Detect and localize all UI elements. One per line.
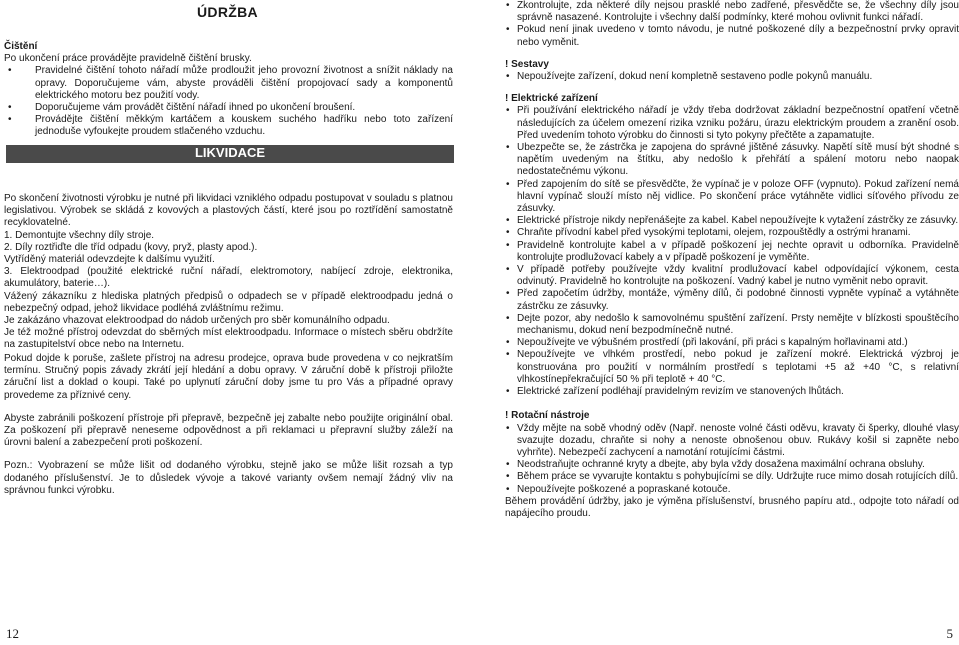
list-item: • Elektrické přístroje nikdy nepřenášejte za kabel. Kabel nepoužívejte k vytažení zástrčky ze zásuvky. (505, 215, 959, 227)
rotary-closing: Během provádění údržby, jako je výměna příslušenství, brusného papíru atd., odpojte toto nářadí od napájecího proudu. (505, 495, 959, 519)
disposal-paragraph: Vážený zákazníku z hlediska platných předpisů o odpadech se v případě elektroodpadu jedná o nebezpečný odpad, jehož likvidace podléhá zvláštnímu režimu. (4, 290, 453, 314)
list-item: • Neodstraňujte ochranné kryty a dbejte, aby byla vždy dosažena maximální ochrana obsluhy. (505, 459, 959, 471)
cleaning-intro: Po ukončení práce provádějte pravidelně čištění brusky. (4, 53, 252, 65)
list-item: • Během práce se vyvarujte kontaktu s pohybujícími se díly. Udržujte ruce mimo dosah rotujících dílů. (505, 471, 959, 483)
disposal-step: 3. Elektroodpad (použité elektrické ruční nářadí, elektromotory, nabíjecí zdroje, elektronika, akumulátory, baterie…). (4, 266, 453, 290)
list-item: • Pokud není jinak uvedeno v tomto návodu, je nutné poškozené díly a bezpečnostní prvky opravit nebo vyměnit. (505, 24, 959, 48)
packaging-paragraph: Abyste zabránili poškození přístroje při přepravě, bezpečně jej zabalte nebo použijte originální obal. Za poškození při přepravě neneseme odpovědnost a při reklamaci u přepravní služby záleží na úrovni balení a zabezpečení proti poškození. (4, 412, 453, 449)
list-item: • Pravidelně kontrolujte kabel a v případě poškození jej nechte opravit u odborníka. Pravidelně kontrolujte prodlužovací kabely a v případě poškození je vyměňte. (505, 240, 959, 264)
list-item: • Ubezpečte se, že zástrčka je zapojena do správné jištěné zásuvky. Napětí sítě musí být shodné s napětím uvedeným na štítku, aby nedošlo k přehřátí a spálení motoru nebo naopak nedostatečnému výkonu. (505, 142, 959, 179)
list-item: • Elektrické zařízení podléhají pravidelným revizím ve stanovených lhůtách. (505, 386, 959, 398)
list-item: • Doporučujeme vám provádět čištění nářadí ihned po ukončení broušení. (4, 102, 453, 114)
warranty-paragraph: Pokud dojde k poruše, zašlete přístroj na adresu prodejce, oprava bude provedena v co nejkratším termínu. Stručný popis závady zkrátí její hledání a dobu opravy. V záruční době k přístroji přiložte záruční list a doklad o koupi. Také po uplynutí záruční doby jsme tu pro Vás a případné opravy provedeme za příznivé ceny. (4, 353, 453, 401)
list-item: • Nepoužívejte ve výbušném prostředí (při lakování, při práci s kapalným hořlavinami atd.) (505, 337, 959, 349)
disposal-step: Vytříděný materiál odevzdejte k dalšímu využití. (4, 254, 215, 266)
list-item: • Provádějte čištění měkkým kartáčem a kouskem suchého hadříku nebo toto zařízení jednoduše vyfoukejte proudem stlačeného vzduchu. (4, 114, 453, 138)
intro-list (505, 0, 959, 49)
list-item: • Chraňte přívodní kabel před vysokými teplotami, olejem, rozpouštědly a ostrými hranami. (505, 227, 959, 239)
list-item: • Vždy mějte na sobě vhodný oděv (Např. nenoste volné části oděvu, kravaty či šperky, dlouhé vlasy svazujte dozadu, chraňte si nohy a nenoste obnošenou obuv. Rukávy košil si zapněte nebo vyhrňte). Nebezpečí zachycení a namotání rotujícími částmi. (505, 423, 959, 460)
assembly-list (505, 71, 959, 83)
warranty-section (4, 353, 453, 497)
rotary-heading: ! Rotační nástroje (505, 410, 590, 422)
electric-heading: ! Elektrické zařízení (505, 93, 598, 105)
assembly-heading: ! Sestavy (505, 58, 549, 70)
list-item: • Nepoužívejte zařízení, dokud není kompletně sestaveno podle pokynů manuálu. (505, 71, 959, 83)
disposal-step: 2. Díly roztřiďte dle tříd odpadu (kovy, pryž, plasty apod.). (4, 241, 258, 253)
disposal-paragraph: Je zakázáno vhazovat elektroodpad do nádob určených pro sběr komunálního odpadu. (4, 315, 390, 327)
disposal-heading: LIKVIDACE (194, 145, 266, 160)
list-item: • Zkontrolujte, zda některé díly nejsou prasklé nebo zadřené, přesvědčte se, že všechny díly jsou správně nasazené. Kontrolujte i všechny další podmínky, které mohou ovlivnit funkci nářadí. (505, 0, 959, 24)
right-content (505, 0, 959, 520)
cleaning-heading: Čištění (4, 41, 38, 52)
disposal-section (4, 193, 453, 352)
page-number-right: 5 (946, 626, 953, 641)
cleaning-list (4, 65, 453, 138)
list-item: • Dejte pozor, aby nedošlo k samovolnému spuštění zařízení. Prsty nemějte v blízkosti spouštěcího mechanismu, dokud není bezpodmínečně nutné. (505, 313, 959, 337)
list-item: • Při používání elektrického nářadí je vždy třeba dodržovat základní bezpečnostní opatření včetně následujících za účelem omezení rizika vzniku požáru, úrazu elektrickým proudem a zranění osob. Před uvedením tohoto výrobku do činnosti si tyto pokyny přečtěte a zapamatujte. (505, 105, 959, 142)
page-number-left: 12 (6, 626, 19, 641)
list-item: • Před započetím údržby, montáže, výměny dílů, či podobné činnosti vypněte vypínač a vytáhněte zástrčku ze zásuvky. (505, 288, 959, 312)
disposal-paragraph: Po skončení životnosti výrobku je nutné při likvidaci vzniklého odpadu postupovat v souladu s platnou legislativou. Výrobek se skládá z kovových a plastových částí, které jsou po roztřídění samostatně recyklovatelné. (4, 193, 453, 229)
electric-list (505, 105, 959, 398)
cleaning-section (4, 41, 453, 139)
list-item: • Nepoužívejte ve vlhkém prostředí, nebo pokud je zařízení mokré. Elektrická výzbroj je konstruována pro použití v normálním prostředí s teplotami +5 až +40 °C, s relativní vlhkostínepřekračující 50 % při teplotě + 40 °C. (505, 349, 959, 386)
disposal-step: 1. Demontujte všechny díly stroje. (4, 229, 155, 241)
rotary-list (505, 423, 959, 496)
list-item: • V případě potřeby používejte vždy kvalitní prodlužovací kabel odpovídající výkonem, cesta odvinutý. Pravidelně ho kontrolujte na poškození. Vadný kabel je nutno vyměnit nebo opravit. (505, 264, 959, 288)
disposal-heading-bar (6, 145, 454, 163)
disposal-paragraph: Je též možné přístroj odevzdat do sběrných míst elektroodpadu. Informace o místech sběru obdržíte na zastupitelství obce nebo na Internetu. (4, 327, 453, 351)
list-item: • Nepoužívejte poškozené a popraskané kotouče. (505, 484, 959, 496)
list-item: • Pravidelné čištění tohoto nářadí může prodloužit jeho provozní životnost a snížit náklady na opravy. Doporučujeme vám, abyste prováděli čištění propojovací sady a komponentů elektrického motoru bez použití vody. (4, 65, 453, 102)
maintenance-title: ÚDRŽBA (197, 4, 258, 20)
list-item: • Před zapojením do sítě se přesvědčte, že vypínač je v poloze OFF (vypnuto). Pokud zařízení nemá hlavní vypínač slouží místo něj vidlice. Po skončení práce vytáhněte vidlici síťového přívodu ze zásuvky. (505, 179, 959, 216)
note-paragraph: Pozn.: Vyobrazení se může lišit od dodaného výrobku, stejně jako se může lišit rozsah a typ dodaného příslušenství. Je to důsledek vývoje a takové varianty ovšem nemají žádný vliv na správnou funkci výrobku. (4, 460, 453, 496)
